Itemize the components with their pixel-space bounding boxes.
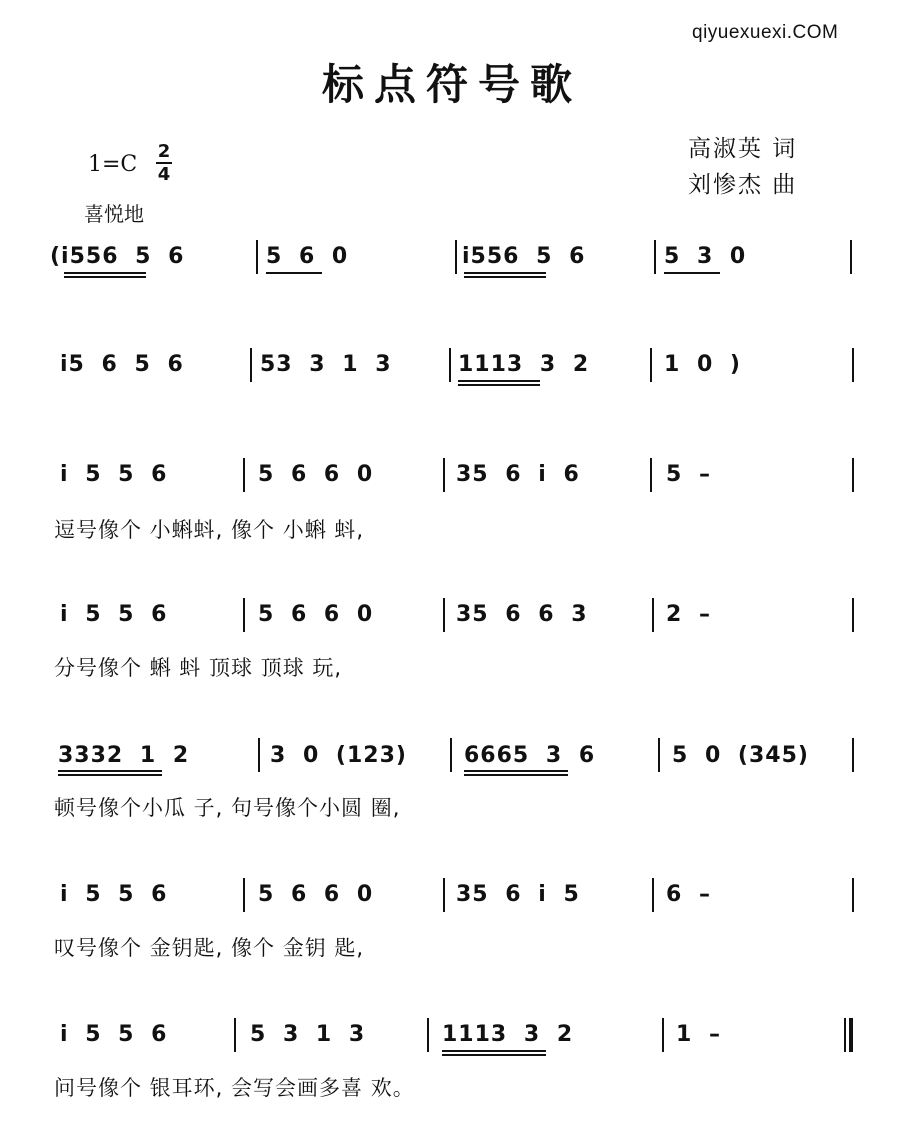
measure: 1113 3 2: [442, 1022, 574, 1047]
barline: [652, 598, 654, 632]
barline: [852, 348, 854, 382]
beam: [464, 272, 546, 274]
barline: [852, 458, 854, 492]
measure: 5 3 0: [664, 244, 747, 269]
beam: [64, 276, 146, 278]
barline: [449, 348, 451, 382]
barline: [852, 738, 854, 772]
lyric-line: 叹号像个 金钥匙, 像个 金钥 匙,: [54, 936, 365, 960]
beam: [464, 774, 568, 776]
barline: [850, 240, 852, 274]
measure: i5 6 5 6: [60, 352, 184, 377]
measure: (i556 5 6: [50, 244, 185, 269]
beam: [442, 1050, 546, 1052]
beam: [64, 272, 146, 274]
measure: 5 6 6 0: [258, 882, 374, 907]
barline: [662, 1018, 664, 1052]
measure: i 5 5 6: [60, 1022, 168, 1047]
beam: [458, 384, 540, 386]
barline: [443, 878, 445, 912]
lyric-line: 分号像个 蝌 蚪 顶球 顶球 玩,: [54, 656, 343, 680]
measure: i556 5 6: [462, 244, 586, 269]
measure: 6665 3 6: [464, 743, 596, 768]
measure: 5 6 0: [266, 244, 349, 269]
lyric-line: 顿号像个小瓜 子, 句号像个小圆 圈,: [54, 796, 401, 820]
measure: 35 6 i 6: [456, 462, 580, 487]
measure: 53 3 1 3: [260, 352, 392, 377]
key-signature: 1=C: [88, 152, 138, 177]
beam: [458, 380, 540, 382]
measure: 3332 1 2: [58, 743, 190, 768]
barline: [654, 240, 656, 274]
time-signature-bottom: 4: [157, 164, 171, 185]
barline: [455, 240, 457, 274]
beam: [464, 276, 546, 278]
barline: [256, 240, 258, 274]
barline: [250, 348, 252, 382]
barline: [427, 1018, 429, 1052]
barline: [658, 738, 660, 772]
barline: [243, 598, 245, 632]
beam: [464, 770, 568, 772]
measure: i 5 5 6: [60, 882, 168, 907]
measure: 35 6 i 5: [456, 882, 580, 907]
measure: 5 3 1 3: [250, 1022, 366, 1047]
barline: [650, 458, 652, 492]
measure: 1 –: [676, 1022, 721, 1047]
beam: [664, 272, 720, 274]
time-signature: [156, 142, 172, 184]
lyric-line: 逗号像个 小蝌蚪, 像个 小蝌 蚪,: [54, 518, 365, 542]
measure: i 5 5 6: [60, 462, 168, 487]
barline: [243, 878, 245, 912]
barline: [852, 878, 854, 912]
final-barline-thick: [849, 1018, 853, 1052]
measure: 5 –: [666, 462, 711, 487]
measure: 5 6 6 0: [258, 462, 374, 487]
measure: i 5 5 6: [60, 602, 168, 627]
barline: [234, 1018, 236, 1052]
barline: [652, 878, 654, 912]
measure: 35 6 6 3: [456, 602, 588, 627]
measure: 5 0 (345): [672, 743, 809, 768]
beam: [58, 774, 162, 776]
time-signature-top: 2: [157, 141, 171, 162]
beam: [442, 1054, 546, 1056]
lyric-line: 问号像个 银耳环, 会写会画多喜 欢。: [54, 1076, 415, 1100]
barline: [443, 458, 445, 492]
song-title: 标点符号歌: [321, 60, 582, 109]
barline: [258, 738, 260, 772]
tempo-marking: 喜悦地: [84, 202, 144, 226]
barline: [450, 738, 452, 772]
beam: [266, 272, 322, 274]
measure: 2 –: [666, 602, 711, 627]
barline: [443, 598, 445, 632]
measure: 6 –: [666, 882, 711, 907]
final-barline-thin: [844, 1018, 846, 1052]
measure: 3 0 (123): [270, 743, 407, 768]
beam: [58, 770, 162, 772]
barline: [650, 348, 652, 382]
measure: 5 6 6 0: [258, 602, 374, 627]
barline: [852, 598, 854, 632]
site-watermark: qiyuexuexi.COM: [692, 22, 839, 43]
composer-credit: 刘惨杰 曲: [688, 172, 798, 198]
measure: 1 0 ): [664, 352, 741, 377]
lyricist-credit: 高淑英 词: [688, 136, 798, 162]
barline: [243, 458, 245, 492]
measure: 1113 3 2: [458, 352, 590, 377]
